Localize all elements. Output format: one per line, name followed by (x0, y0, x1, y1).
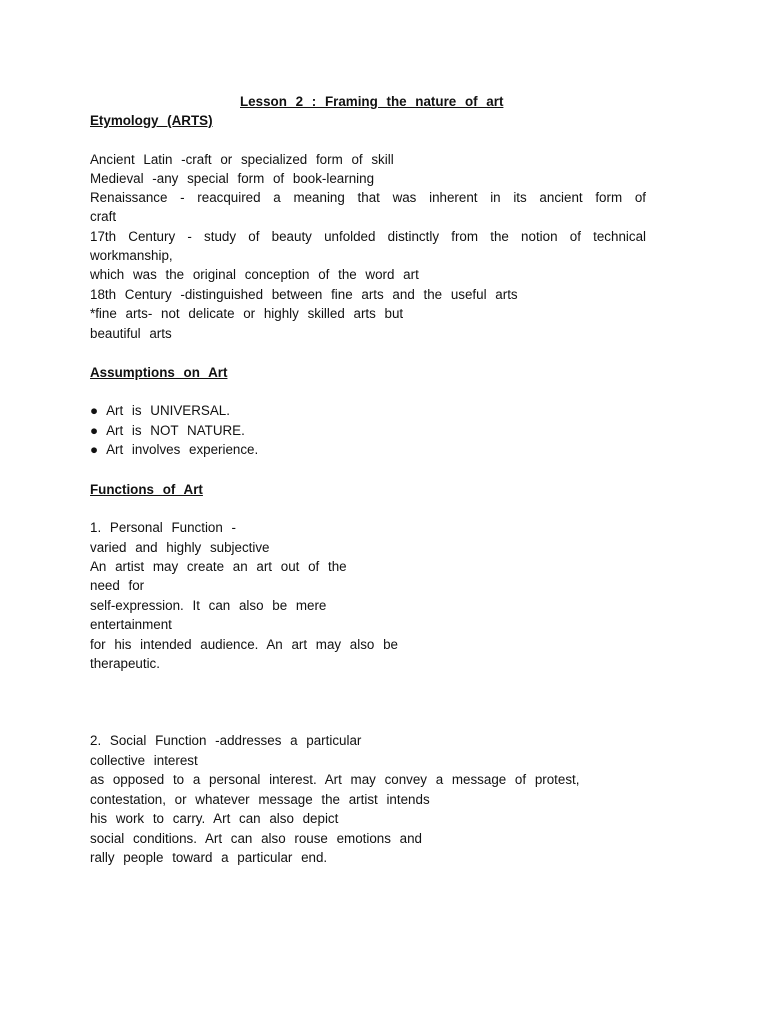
social-function-line: collective interest (90, 753, 198, 768)
social-function-line: contestation, or whatever message the artist intends (90, 792, 430, 807)
personal-function-line: therapeutic. (90, 656, 160, 671)
etymology-line: *fine arts- not delicate or highly skilled arts but (90, 306, 404, 321)
personal-function-line: 1. Personal Function - (90, 520, 236, 535)
personal-function-line: varied and highly subjective (90, 540, 270, 555)
social-function-line: as opposed to a personal interest. Art may convey a message of protest, (90, 772, 580, 787)
social-function-line: his work to carry. Art can also depict (90, 811, 339, 826)
personal-function-line: need for (90, 578, 145, 593)
etymology-line: 18th Century -distinguished between fine arts and the useful arts (90, 287, 518, 302)
social-function-line: 2. Social Function -addresses a particular (90, 733, 362, 748)
assumption-item: ● Art is UNIVERSAL. (90, 403, 230, 418)
etymology-line: which was the original conception of the word art (90, 267, 419, 282)
personal-function-line: An artist may create an art out of the (90, 559, 347, 574)
etymology-line: beautiful arts (90, 326, 172, 341)
social-function-line: social conditions. Art can also rouse emotions and (90, 831, 422, 846)
etymology-heading: Etymology (ARTS) (90, 113, 213, 128)
etymology-line: workmanship, (90, 248, 173, 263)
etymology-line: Ancient Latin -craft or specialized form of skill (90, 152, 394, 167)
etymology-line: Renaissance - reacquired a meaning that was inherent in its ancient form of (90, 190, 646, 205)
etymology-line: craft (90, 209, 117, 224)
personal-function-line: entertainment (90, 617, 172, 632)
personal-function-line: self-expression. It can also be mere (90, 598, 327, 613)
assumption-item: ● Art involves experience. (90, 442, 259, 457)
functions-heading: Functions of Art (90, 482, 203, 497)
assumption-item: ● Art is NOT NATURE. (90, 423, 245, 438)
etymology-line: Medieval -any special form of book-learning (90, 171, 375, 186)
social-function-line: rally people toward a particular end. (90, 850, 328, 865)
lesson-title: Lesson 2 : Framing the nature of art (240, 94, 504, 109)
personal-function-line: for his intended audience. An art may also be (90, 637, 398, 652)
etymology-line: 17th Century - study of beauty unfolded distinctly from the notion of technical (90, 229, 646, 244)
assumptions-heading: Assumptions on Art (90, 365, 228, 380)
